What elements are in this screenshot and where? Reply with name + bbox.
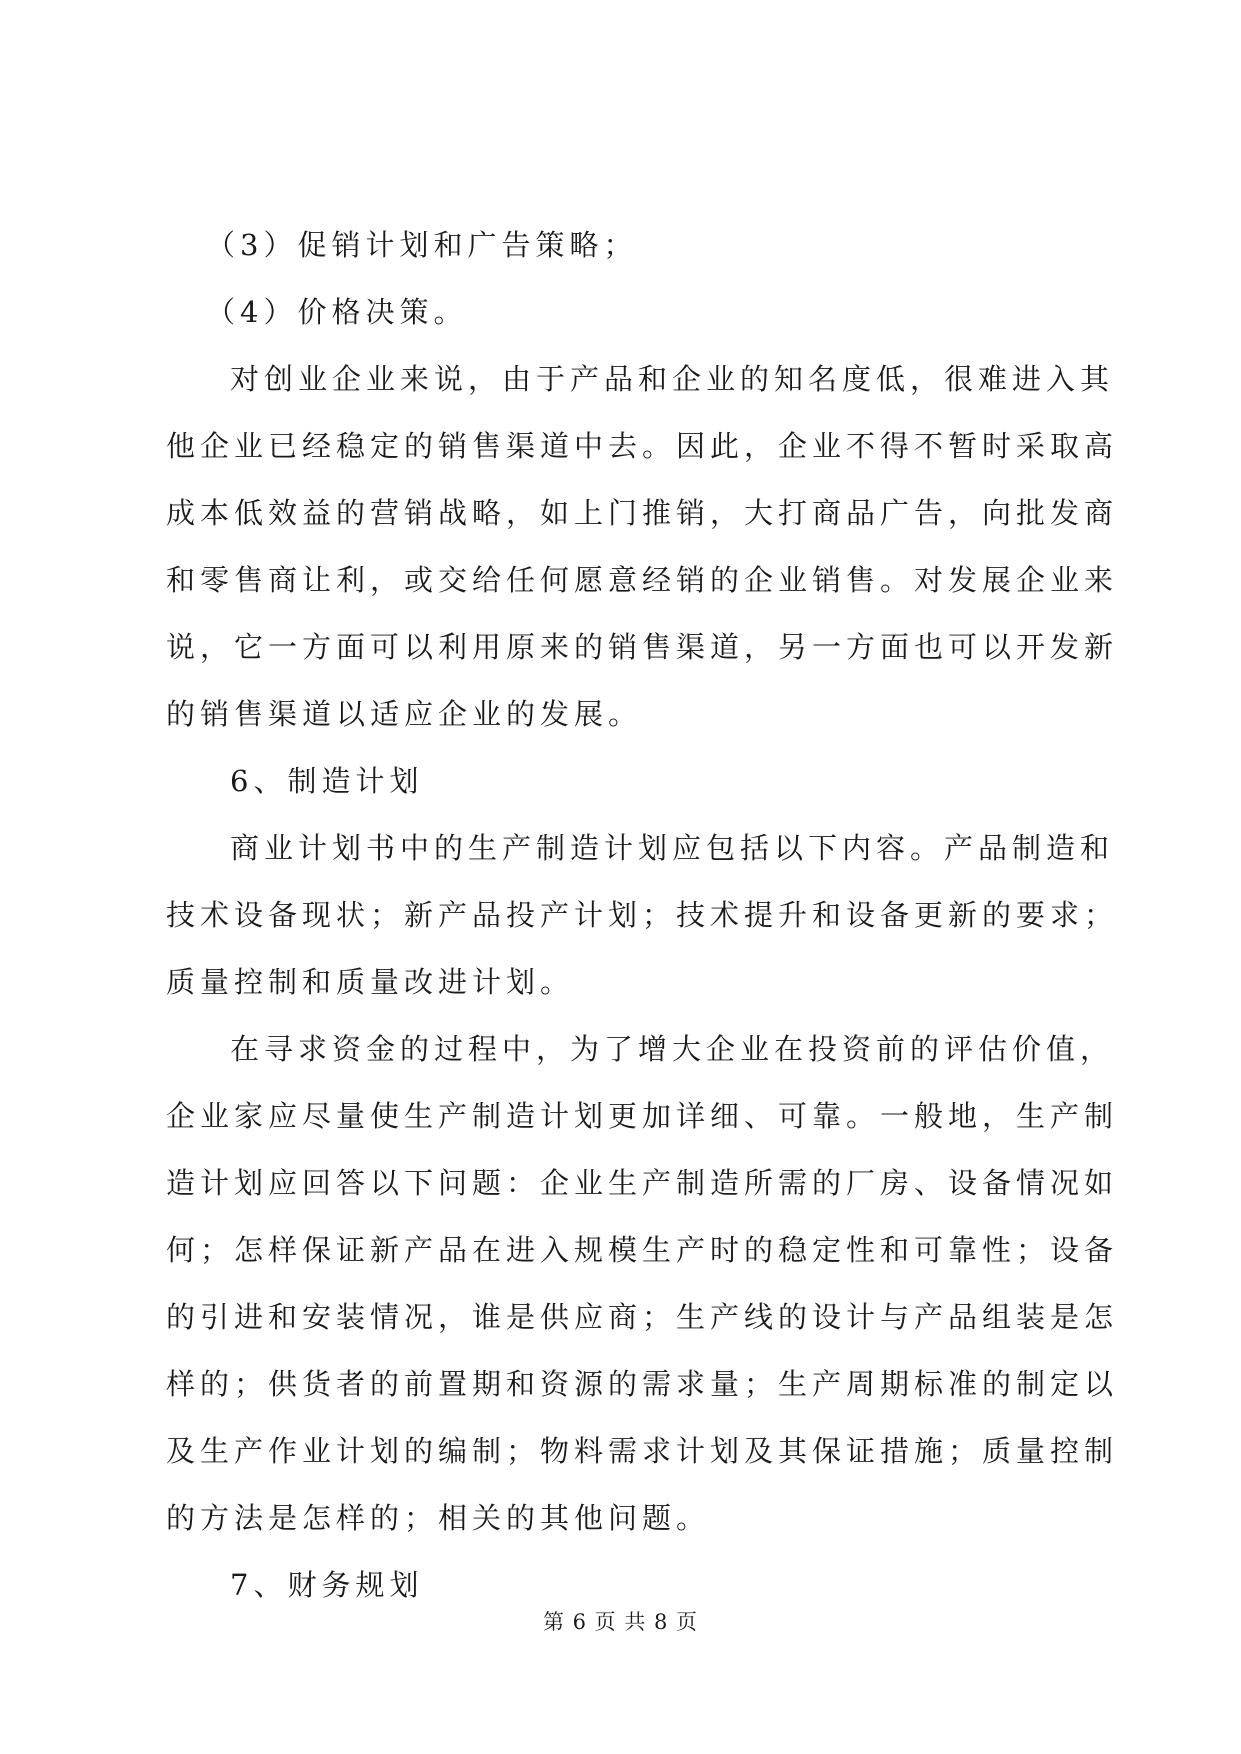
paragraph-line: 企业家应尽量使生产制造计划更加详细、可靠。一般地，生产制 — [166, 1099, 1119, 1133]
paragraph-line: 的引进和安装情况，谁是供应商；生产线的设计与产品组装是怎 — [166, 1300, 1119, 1334]
paragraph-line: 他企业已经稳定的销售渠道中去。因此，企业不得不暂时采取高 — [166, 429, 1119, 463]
paragraph-line: 及生产作业计划的编制；物料需求计划及其保证措施；质量控制 — [166, 1434, 1119, 1468]
paragraph-line: 样的；供货者的前置期和资源的需求量；生产周期标准的制定以 — [166, 1367, 1119, 1401]
paragraph-line: 说，它一方面可以利用原来的销售渠道，另一方面也可以开发新 — [166, 630, 1119, 664]
list-item: （3）促销计划和广告策略； — [206, 228, 638, 262]
paragraph-line: 何；怎样保证新产品在进入规模生产时的稳定性和可靠性；设备 — [166, 1233, 1119, 1267]
paragraph-line: 在寻求资金的过程中，为了增大企业在投资前的评估价值， — [230, 1032, 1115, 1066]
paragraph-line: 成本低效益的营销战略，如上门推销，大打商品广告，向批发商 — [166, 496, 1119, 530]
document-body — [166, 228, 1119, 1602]
paragraph-line: 质量控制和质量改进计划。 — [166, 965, 575, 999]
page-number-footer: 第 6 页 共 8 页 — [542, 1610, 699, 1634]
paragraph-line: 技术设备现状；新产品投产计划；技术提升和设备更新的要求； — [166, 898, 1119, 932]
paragraph-line: 商业计划书中的生产制造计划应包括以下内容。产品制造和 — [230, 831, 1115, 865]
section-heading-finance: 7、财务规划 — [230, 1568, 424, 1602]
paragraph-line: 造计划应回答以下问题：企业生产制造所需的厂房、设备情况如 — [166, 1166, 1119, 1200]
section-heading-manufacturing: 6、制造计划 — [230, 764, 424, 798]
paragraph-line: 和零售商让利，或交给任何愿意经销的企业销售。对发展企业来 — [166, 563, 1119, 597]
paragraph-line: 对创业企业来说，由于产品和企业的知名度低，很难进入其 — [230, 362, 1115, 396]
paragraph-line: 的销售渠道以适应企业的发展。 — [166, 697, 643, 731]
list-item: （4）价格决策。 — [206, 295, 468, 329]
paragraph-line: 的方法是怎样的；相关的其他问题。 — [166, 1501, 711, 1535]
